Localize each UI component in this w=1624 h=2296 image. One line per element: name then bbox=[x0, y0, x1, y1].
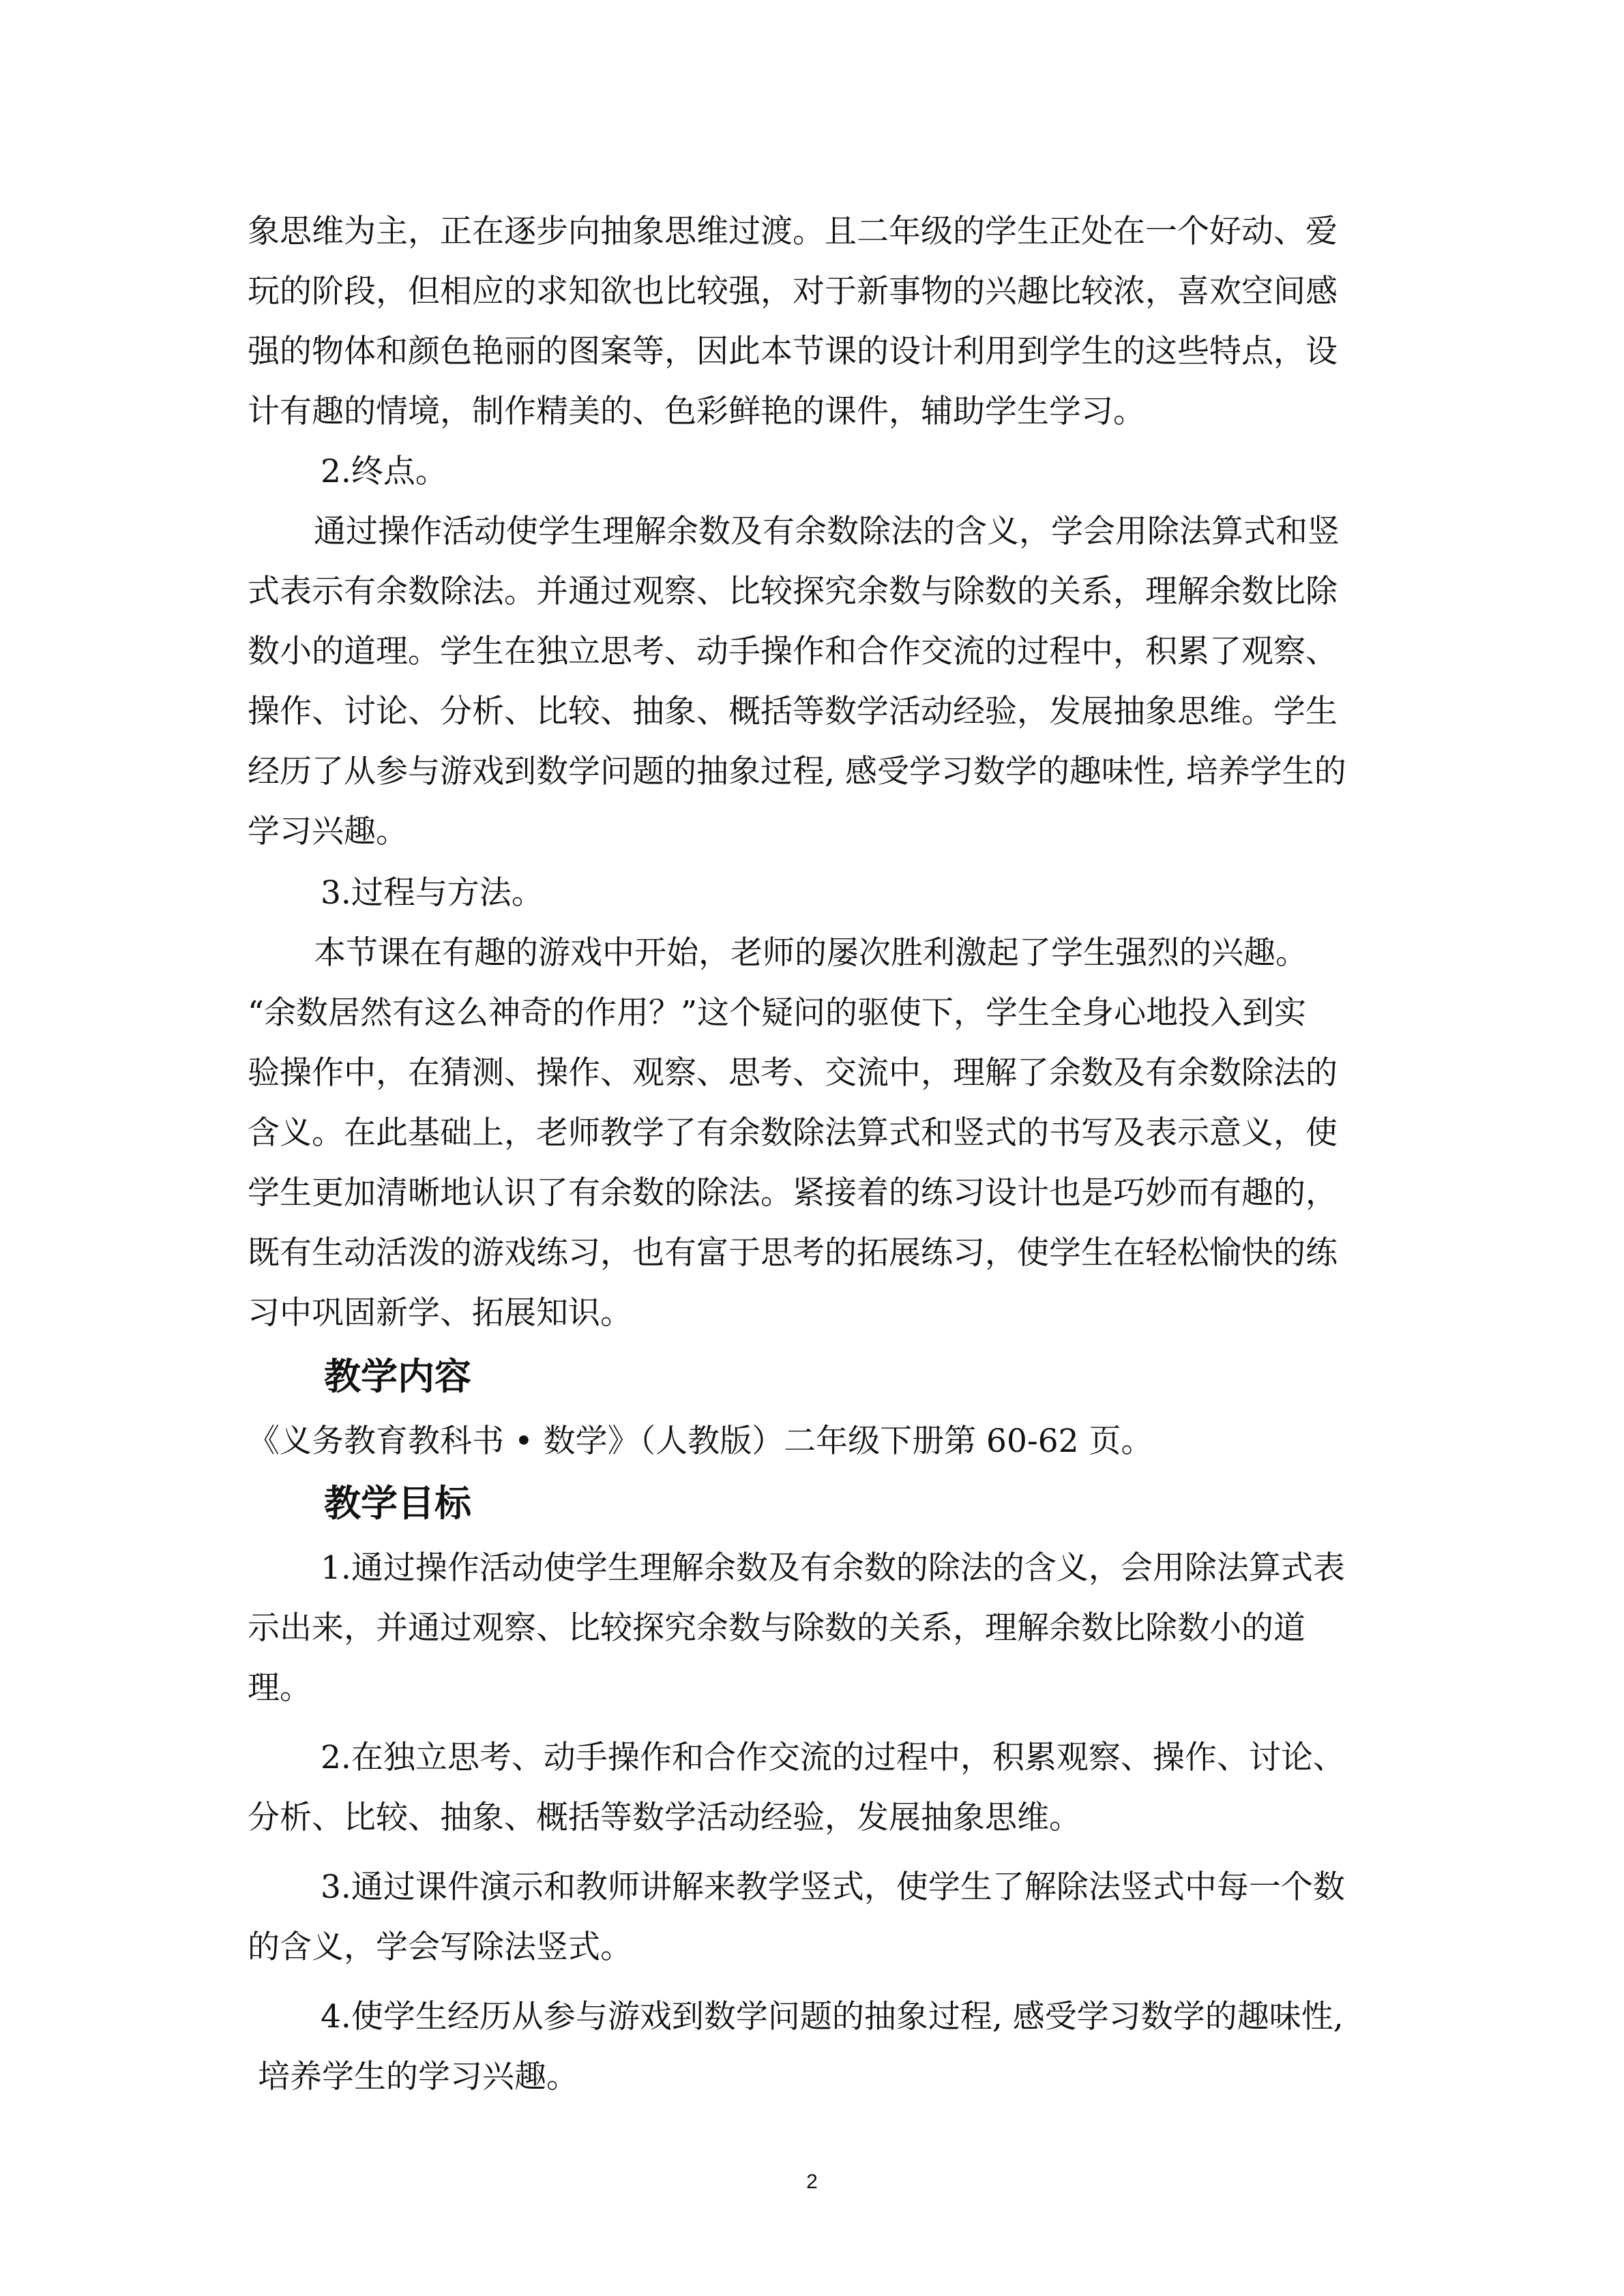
page-number: 2 bbox=[806, 2171, 818, 2193]
paragraph-line: 本节课在有趣的游戏中开始，老师的屡次胜利激起了学生强烈的兴趣。 bbox=[314, 934, 1308, 972]
paragraph-line: 式表示有余数除法。并通过观察、比较探究余数与除数的关系，理解余数比除 bbox=[248, 573, 1338, 610]
section-heading-endpoint: 2.终点。 bbox=[321, 453, 447, 490]
paragraph-line: 习中巩固新学、拓展知识。 bbox=[248, 1294, 632, 1332]
paragraph-line: 强的物体和颜色艳丽的图案等，因此本节课的设计利用到学生的这些特点，设 bbox=[248, 333, 1338, 370]
paragraph-line: 数小的道理。学生在独立思考、动手操作和合作交流的过程中，积累了观察、 bbox=[248, 633, 1338, 670]
paragraph-line: 学生更加清晰地认识了有余数的除法。紧接着的练习设计也是巧妙而有趣的， bbox=[248, 1174, 1338, 1212]
goal-line: 示出来，并通过观察、比较探究余数与除数的关系，理解余数比除数小的道 bbox=[248, 1609, 1305, 1647]
paragraph-line: 含义。在此基础上，老师教学了有余数除法算式和竖式的书写及表示意义，使 bbox=[248, 1114, 1338, 1152]
paragraph-line: “余数居然有这么神奇的作用？”这个疑问的驱使下，学生全身心地投入到实 bbox=[248, 994, 1307, 1032]
goal-line: 分析、比较、抽象、概括等数学活动经验，发展抽象思维。 bbox=[248, 1799, 1081, 1836]
heading-teaching-content: 教学内容 bbox=[324, 1355, 471, 1398]
paragraph-line: 操作、讨论、分析、比较、抽象、概括等数学活动经验，发展抽象思维。学生 bbox=[248, 693, 1338, 730]
paragraph-line: 象思维为主，正在逐步向抽象思维过渡。且二年级的学生正处在一个好动、爱 bbox=[248, 213, 1338, 250]
paragraph-line: 玩的阶段，但相应的求知欲也比较强，对于新事物的兴趣比较浓，喜欢空间感 bbox=[248, 273, 1338, 310]
paragraph-line: 既有生动活泼的游戏练习，也有富于思考的拓展练习，使学生在轻松愉快的练 bbox=[248, 1234, 1338, 1272]
goal-line: 2.在独立思考、动手操作和合作交流的过程中，积累观察、操作、讨论、 bbox=[321, 1739, 1345, 1776]
goal-line: 3.通过课件演示和教师讲解来教学竖式，使学生了解除法竖式中每一个数 bbox=[321, 1868, 1345, 1906]
paragraph-line: 《义务教育教科书 • 数学》（人教版）二年级下册第 60-62 页。 bbox=[248, 1422, 1153, 1460]
paragraph-line: 学习兴趣。 bbox=[248, 813, 408, 850]
goal-line: 4.使学生经历从参与游戏到数学问题的抽象过程, 感受学习数学的趣味性, bbox=[321, 1998, 1344, 2036]
goal-line: 的含义，学会写除法竖式。 bbox=[248, 1928, 632, 1966]
paragraph-line: 计有趣的情境，制作精美的、色彩鲜艳的课件，辅助学生学习。 bbox=[248, 393, 1145, 430]
section-heading-process: 3.过程与方法。 bbox=[321, 874, 544, 912]
goal-line: 理。 bbox=[248, 1669, 312, 1707]
goal-line: 培养学生的学习兴趣。 bbox=[258, 2058, 578, 2096]
paragraph-line: 通过操作活动使学生理解余数及有余数除法的含义，学会用除法算式和竖 bbox=[314, 513, 1340, 550]
paragraph-line: 经历了从参与游戏到数学问题的抽象过程, 感受学习数学的趣味性, 培养学生的 bbox=[248, 753, 1346, 790]
heading-teaching-goals: 教学目标 bbox=[324, 1482, 471, 1525]
paragraph-line: 验操作中，在猜测、操作、观察、思考、交流中，理解了余数及有余数除法的 bbox=[248, 1054, 1338, 1092]
goal-line: 1.通过操作活动使学生理解余数及有余数的除法的含义，会用除法算式表 bbox=[321, 1549, 1345, 1587]
